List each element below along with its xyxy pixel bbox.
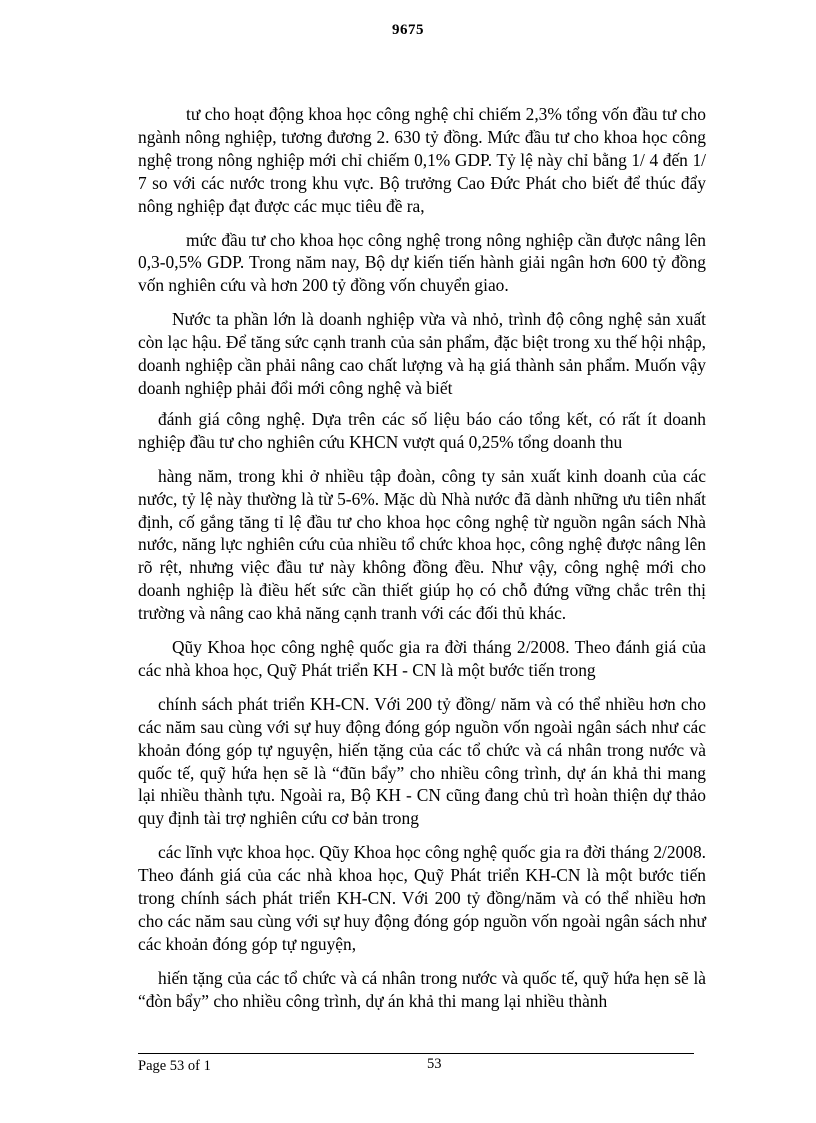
paragraph: chính sách phát triển KH-CN. Với 200 tỷ đồng/ năm và có thể nhiều hơn cho các năm sau cùng với sự huy động đóng góp nguồn vốn ngoài ngân sách như các khoản đóng góp tự nguyện, hiến tặng của các tổ chức và cá nhân trong nước và quốc tế, quỹ hứa hẹn sẽ là “đũn bẩy” cho nhiều công trình, dự án khả thi mang lại nhiều thành tựu. Ngoài ra, Bộ KH - CN cũng đang chủ trì hoàn thiện dự thảo quy định tài trợ nghiên cứu cơ bản trong [138, 693, 706, 829]
paragraph: Qũy Khoa học công nghệ quốc gia ra đời tháng 2/2008. Theo đánh giá của các nhà khoa học, Quỹ Phát triển KH - CN là một bước tiến trong [138, 637, 706, 680]
paragraph: mức đầu tư cho khoa học công nghệ trong nông nghiệp cần được nâng lên 0,3-0,5% GDP. Trong năm nay, Bộ dự kiến tiến hành giải ngân hơn 600 tỷ đồng vốn nghiên cứu và hơn 200 tỷ đồng vốn chuyển giao. [138, 229, 706, 296]
paragraph: hiến tặng của các tổ chức và cá nhân trong nước và quốc tế, quỹ hứa hẹn sẽ là “đòn bẩy” cho nhiều công trình, dự án khả thi mang lại nhiều thành [138, 967, 706, 1011]
document-body [138, 103, 706, 1013]
paragraph: đánh giá công nghệ. Dựa trên các số liệu báo cáo tổng kết, có rất ít doanh nghiệp đầu tư cho nghiên cứu KHCN vượt quá 0,25% tổng doanh thu [138, 408, 706, 452]
paragraph: các lĩnh vực khoa học. Qũy Khoa học công nghệ quốc gia ra đời tháng 2/2008. Theo đánh giá của các nhà khoa học, Quỹ Phát triển KH-CN là một bước tiến trong chính sách phát triển KH-CN. Với 200 tỷ đồng/năm và có thể nhiều hơn cho các năm sau cùng với sự huy động đóng góp nguồn vốn ngoài ngân sách như các khoản đóng góp tự nguyện, [138, 842, 706, 954]
paragraph: hàng năm, trong khi ở nhiều tập đoàn, công ty sản xuất kinh doanh của các nước, tỷ lệ này thường là từ 5-6%. Mặc dù Nhà nước đã dành những ưu tiên nhất định, cố gắng tăng tỉ lệ đầu tư cho khoa học công nghệ từ nguồn ngân sách Nhà nước, năng lực nghiên cứu của nhiều tổ chức khoa học, công nghệ được nâng lên rõ rệt, nhưng việc đầu tư này không đồng đều. Như vậy, công nghệ mới cho doanh nghiệp là điều hết sức cần thiết giúp họ có chỗ đứng vững chắc trên thị trường và nâng cao khả năng cạnh tranh với các đối thủ khác. [138, 465, 706, 624]
footer-page-number: 53 [427, 1056, 442, 1072]
paragraph: tư cho hoạt động khoa học công nghệ chỉ chiếm 2,3% tổng vốn đầu tư cho ngành nông nghiệp, tương đương 2. 630 tỷ đồng. Mức đầu tư cho khoa học công nghệ trong nông nghiệp mới chỉ chiếm 0,1% GDP. Tỷ lệ này chỉ bằng 1/ 4 đến 1/ 7 so với các nước trong khu vực. Bộ trưởng Cao Đức Phát cho biết để thúc đẩy nông nghiệp đạt được các mục tiêu đề ra, [138, 104, 706, 216]
document-number: 9675 [392, 22, 424, 38]
footer-page-label: Page 53 of 1 [138, 1058, 211, 1074]
footer-divider [138, 1053, 694, 1054]
paragraph: Nước ta phần lớn là doanh nghiệp vừa và nhỏ, trình độ công nghệ sản xuất còn lạc hậu. Để tăng sức cạnh tranh của sản phẩm, đặc biệt trong xu thế hội nhập, doanh nghiệp cần phải nâng cao chất lượng và hạ giá thành sản phẩm. Muốn vậy doanh nghiệp phải đổi mới công nghệ và biết [138, 309, 706, 398]
